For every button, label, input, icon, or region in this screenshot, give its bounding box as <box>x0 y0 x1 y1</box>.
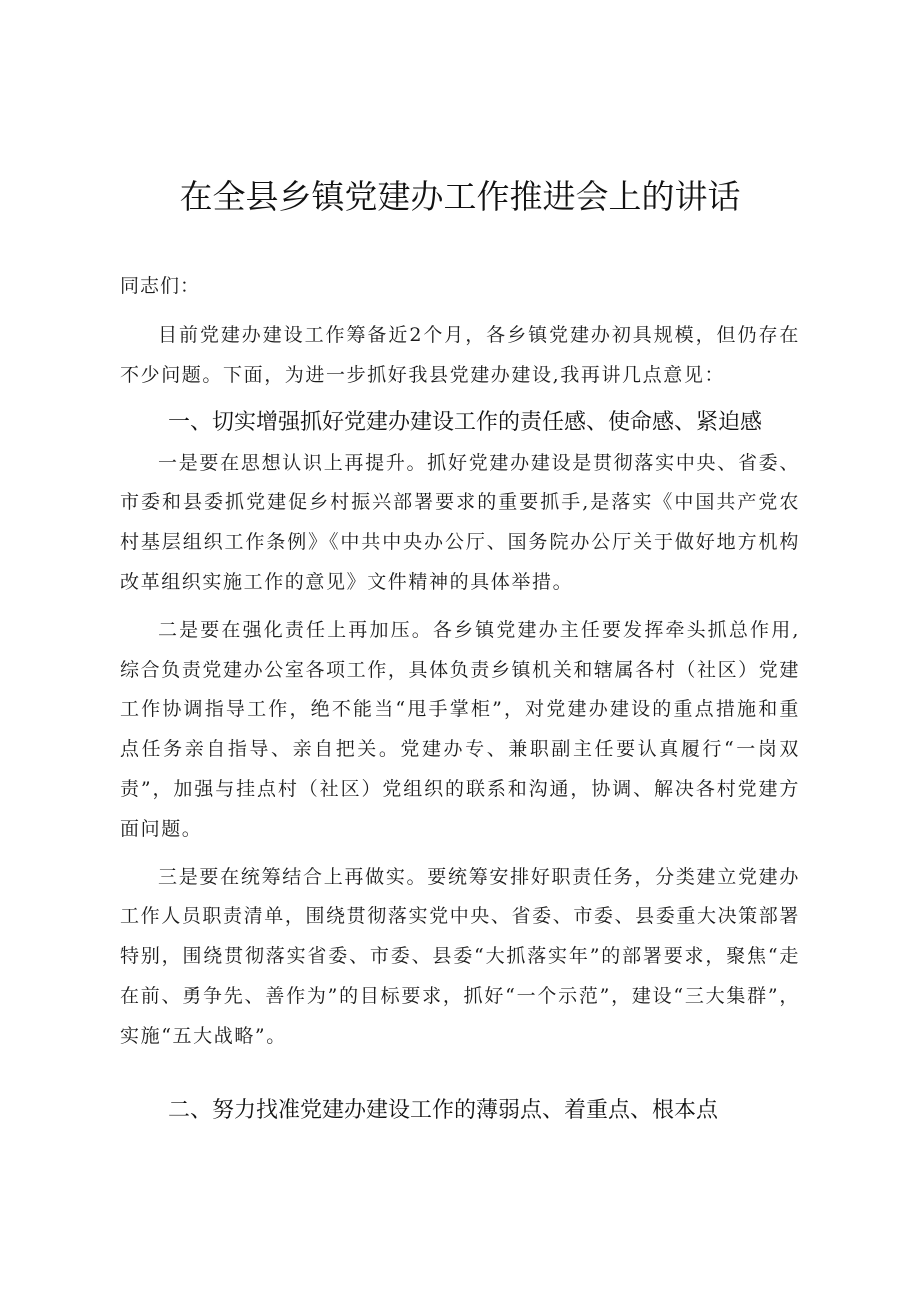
salutation: 同志们： <box>120 275 201 297</box>
section-1-paragraph-1: 一是要在思想认识上再提升。抓好党建办建设是贯彻落实中央、省委、市委和县委抓党建促乡村振兴部署要求的重要抓手,是落实《中国共产党农村基层组织工作条例》《中共中央办公厅、国务院办公厅关于做好地方机构改革组织实施工作的意见》文件精神的具体举措。 <box>120 451 800 593</box>
section-1-heading: 一、切实增强抓好党建办建设工作的责任感、使命感、紧迫感 <box>168 409 763 435</box>
intro-paragraph: 目前党建办建设工作筹备近2个月，各乡镇党建办初具规模，但仍存在不少问题。下面，为进一步抓好我县党建办建设,我再讲几点意见： <box>120 324 800 386</box>
section-2-heading: 二、努力找准党建办建设工作的薄弱点、着重点、根本点 <box>168 1098 719 1123</box>
section-1-paragraph-2: 二是要在强化责任上再加压。各乡镇党建办主任要发挥牵头抓总作用,综合负责党建办公室各项工作，具体负责乡镇机关和辖属各村（社区）党建工作协调指导工作，绝不能当“甩手掌柜”，对党建办建设的重点措施和重点任务亲自指导、亲自把关。党建办专、兼职副主任要认真履行“一岗双责”，加强与挂点村（社区）党组织的联系和沟通，协调、解决各村党建方面问题。 <box>120 618 800 840</box>
section-1-paragraph-3: 三是要在统筹结合上再做实。要统筹安排好职责任务，分类建立党建办工作人员职责清单，围绕贯彻落实党中央、省委、市委、县委重大决策部署特别，围绕贯彻落实省委、市委、县委“大抓落实年”的部署要求，聚焦“走在前、勇争先、善作为”的目标要求，抓好“一个示范”，建设“三大集群”，实施“五大战略”。 <box>120 865 800 1047</box>
document-body <box>120 268 800 1065</box>
document-title: 在全县乡镇党建办工作推进会上的讲话 <box>179 177 741 216</box>
